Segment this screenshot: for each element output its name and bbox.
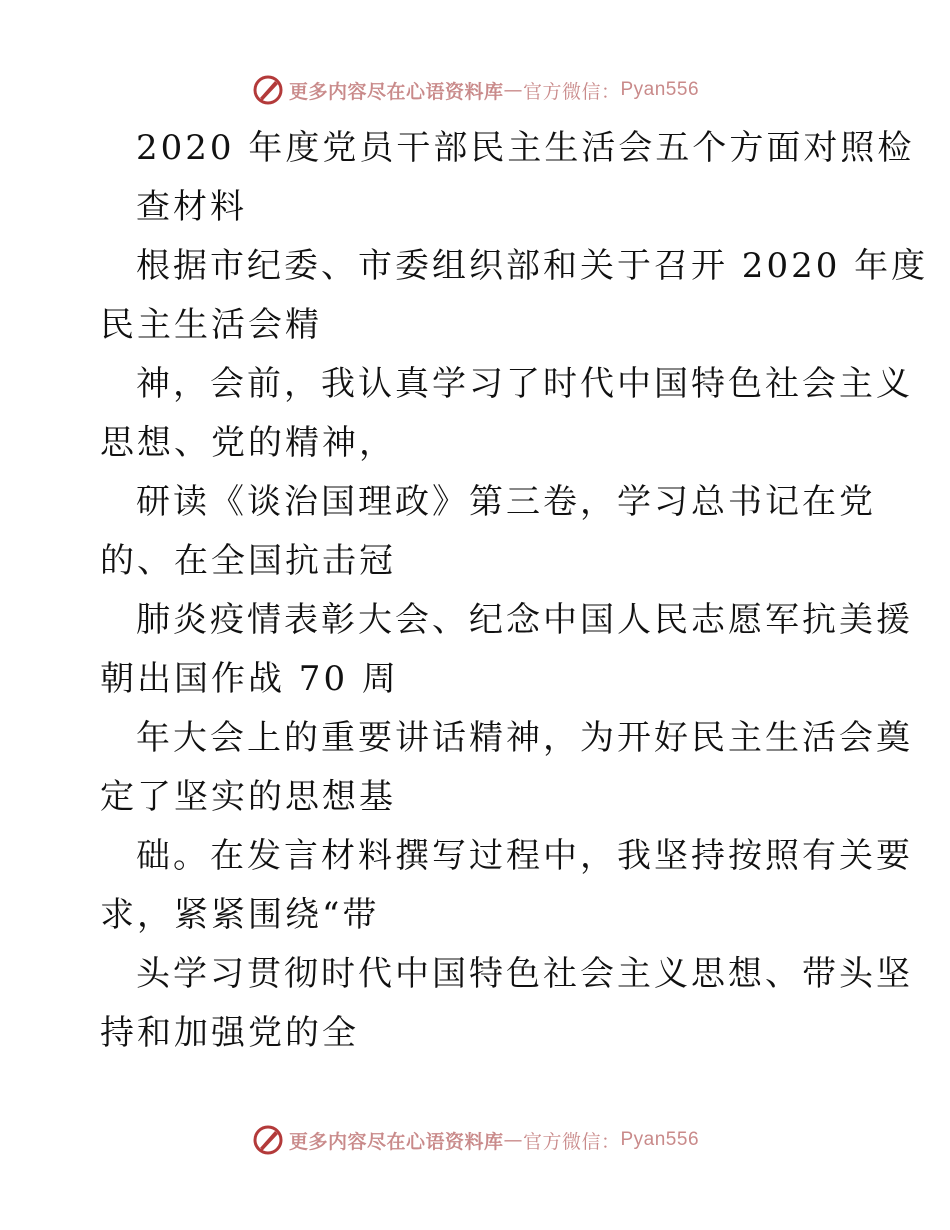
footer-watermark xyxy=(0,1120,950,1160)
doc-line: 朝出国作战 70 周 xyxy=(100,659,399,699)
watermark-separator: — xyxy=(503,1129,523,1151)
watermark-wechat-id: Pyan556 xyxy=(620,79,700,100)
doc-line: 年大会上的重要讲话精神，为开好民主生活会奠 xyxy=(136,718,913,758)
doc-line: 持和加强党的全 xyxy=(100,1013,359,1053)
doc-line: 根据市纪委、市委组织部和关于召开 2020 年度 xyxy=(136,246,929,286)
watermark-brand: 更多内容尽在心语资料库 xyxy=(288,1130,504,1153)
doc-line: 础。在发言材料撰写过程中，我坚持按照有关要 xyxy=(136,836,913,876)
doc-line: 民主生活会精 xyxy=(100,305,322,345)
doc-line: 神，会前，我认真学习了时代中国特色社会主义 xyxy=(136,364,913,404)
watermark-label: 官方微信： xyxy=(522,1130,621,1153)
quill-logo-icon xyxy=(251,73,285,107)
watermark-separator: — xyxy=(503,79,523,101)
doc-line: 思想、党的精神， xyxy=(100,423,396,463)
header-watermark xyxy=(0,70,950,110)
doc-line: 定了坚实的思想基 xyxy=(100,777,396,817)
doc-line: 求，紧紧围绕“带 xyxy=(100,895,380,935)
quill-logo-icon xyxy=(251,1123,285,1157)
doc-line: 的、在全国抗击冠 xyxy=(100,541,396,581)
doc-line: 查材料 xyxy=(136,187,247,227)
watermark-label: 官方微信： xyxy=(522,80,621,103)
watermark-wechat-id: Pyan556 xyxy=(620,1129,700,1150)
doc-line: 研读《谈治国理政》第三卷，学习总书记在党 xyxy=(136,482,876,522)
doc-line: 2020 年度党员干部民主生活会五个方面对照检 xyxy=(136,128,915,168)
doc-line: 肺炎疫情表彰大会、纪念中国人民志愿军抗美援 xyxy=(136,600,913,640)
watermark-brand: 更多内容尽在心语资料库 xyxy=(288,80,504,103)
doc-line: 头学习贯彻时代中国特色社会主义思想、带头坚 xyxy=(136,954,913,994)
